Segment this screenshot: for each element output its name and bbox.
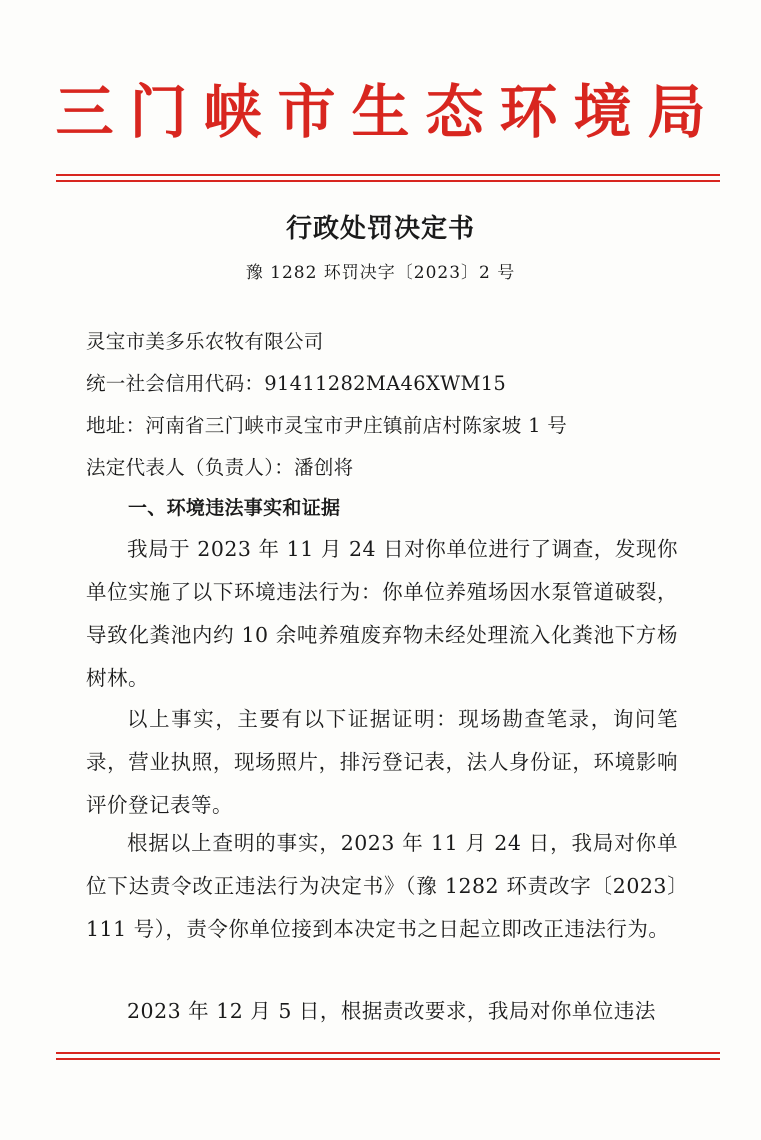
header-rule-top bbox=[56, 174, 720, 176]
party-name: 灵宝市美多乐农牧有限公司 bbox=[86, 330, 324, 353]
footer-rule-bottom bbox=[56, 1058, 720, 1060]
party-legal-representative: 法定代表人（负责人）：潘创将 bbox=[86, 456, 354, 479]
section-heading: 一、环境违法事实和证据 bbox=[128, 497, 341, 519]
paragraph-followup: 2023 年 12 月 5 日，根据责改要求，我局对你单位违法 bbox=[127, 999, 656, 1023]
paragraph-order: 根据以上查明的事实，2023 年 11 月 24 日，我局对你单位下达责令改正违法行为决定书》（豫 1282 环责改字〔2023〕111 号），责令你单位接到本决定书之日起立即改正违法行为。 bbox=[86, 831, 678, 941]
paragraph-facts: 我局于 2023 年 11 月 24 日对你单位进行了调查，发现你单位实施了以下环境违法行为：你单位养殖场因水泵管道破裂，导致化粪池内约 10 余吨养殖废弃物未经处理流入化粪池下方杨树林。 bbox=[86, 537, 678, 690]
footer-rule-top bbox=[56, 1052, 720, 1054]
paragraph-evidence: 以上事实，主要有以下证据证明：现场勘查笔录，询问笔录，营业执照，现场照片，排污登记表，法人身份证，环境影响评价登记表等。 bbox=[86, 707, 678, 817]
party-address: 地址：河南省三门峡市灵宝市尹庄镇前店村陈家坡 1 号 bbox=[86, 414, 568, 437]
document-number: 豫 1282 环罚决字〔2023〕2 号 bbox=[245, 263, 516, 283]
party-credit-code: 统一社会信用代码：91411282MA46XWM15 bbox=[86, 372, 507, 395]
org-letterhead: 三门峡市生态环境局 bbox=[55, 78, 722, 146]
document-title: 行政处罚决定书 bbox=[285, 214, 475, 244]
header-rule-bottom bbox=[56, 180, 720, 182]
